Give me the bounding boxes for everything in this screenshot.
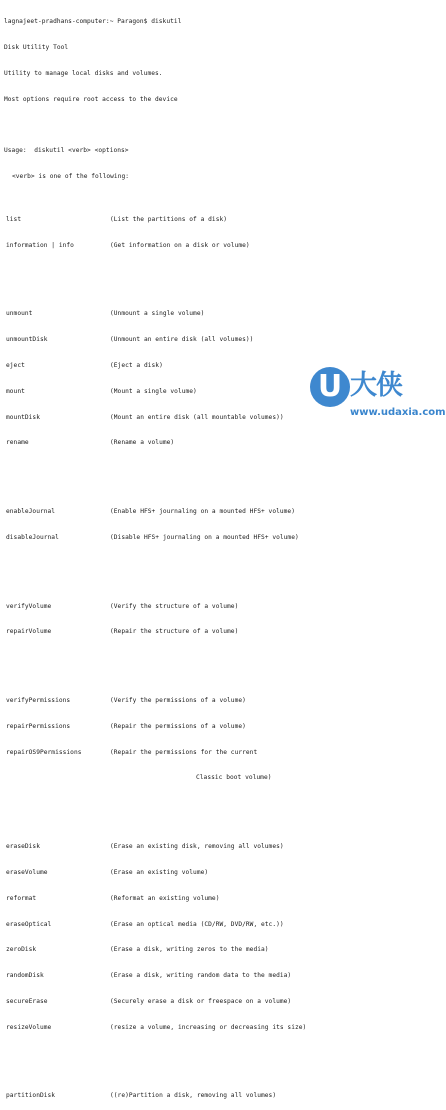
verb-name: repairPermissions: [6, 722, 71, 730]
verb-description: (Mount a single volume): [110, 387, 197, 395]
verb-name: zeroDisk: [6, 946, 37, 954]
verb-row: [4, 946, 420, 955]
verb-row: [4, 749, 420, 758]
verb-description: (resize a volume, increasing or decreasing its size): [110, 1023, 307, 1031]
verb-row: [4, 310, 420, 319]
verb-name: verifyVolume: [6, 602, 52, 610]
verb-description: (Eject a disk): [110, 361, 163, 369]
tool-note: Most options require root access to the device: [4, 95, 178, 103]
verb-description: ((re)Partition a disk, removing all volumes): [110, 1092, 277, 1100]
verb-intro: <verb> is one of the following:: [12, 172, 130, 180]
verb-row: [4, 439, 420, 448]
verb-row: [4, 972, 420, 981]
verb-name: secureErase: [6, 997, 48, 1005]
shell-prompt: lagnajeet-pradhans-computer:~ Paragon$ diskutil: [4, 18, 182, 26]
verb-row: [4, 869, 420, 878]
verb-row: [4, 697, 420, 706]
usage-line: Usage: diskutil <verb> <options>: [4, 147, 129, 155]
verb-row: [4, 603, 420, 612]
verb-row: [4, 216, 420, 225]
verb-name: list: [6, 215, 22, 223]
verb-description: (Verify the permissions of a volume): [110, 697, 246, 705]
verb-name: eject: [6, 361, 25, 369]
verb-name: unmountDisk: [6, 336, 48, 344]
verb-name: mountDisk: [6, 413, 40, 421]
verb-description: (Get information on a disk or volume): [110, 241, 250, 249]
watermark-logo: [310, 367, 446, 425]
verb-description: (Erase an optical media (CD/RW, DVD/RW, etc.)): [110, 920, 284, 928]
verb-description: (Erase an existing disk, removing all volumes): [110, 843, 284, 851]
verb-name: information | info: [6, 241, 74, 249]
verb-name: randomDisk: [6, 972, 44, 980]
verb-name: reformat: [6, 894, 37, 902]
verb-description-continued: Classic boot volume): [196, 774, 272, 782]
verb-name: resizeVolume: [6, 1023, 52, 1031]
verb-row: [4, 534, 420, 543]
verb-description: (Repair the permissions of a volume): [110, 722, 246, 730]
verb-row: [4, 998, 420, 1007]
verb-name: eraseDisk: [6, 843, 40, 851]
verb-row: [4, 1092, 420, 1101]
verb-name: eraseVolume: [6, 868, 48, 876]
verb-description: (Verify the structure of a volume): [110, 602, 239, 610]
verb-description: (Repair the permissions for the current: [110, 748, 258, 756]
verb-name: repairVolume: [6, 628, 52, 636]
verb-description: (Reformat an existing volume): [110, 894, 220, 902]
verb-description: (List the partitions of a disk): [110, 215, 228, 223]
verb-name: disableJournal: [6, 533, 59, 541]
verb-description: (Erase a disk, writing random data to the media): [110, 972, 292, 980]
verb-description: (Unmount a single volume): [110, 310, 205, 318]
verb-row: [4, 508, 420, 517]
verb-row: [4, 1024, 420, 1033]
logo-badge-icon: U: [310, 367, 350, 407]
verb-name: repairOS9Permissions: [6, 748, 82, 756]
verb-name: enableJournal: [6, 508, 56, 516]
verb-description: (Securely erase a disk or freespace on a volume): [110, 997, 292, 1005]
verb-row: [4, 628, 420, 637]
verb-row: [4, 723, 420, 732]
verb-row: [4, 895, 420, 904]
watermark-url: www.udaxia.com: [350, 407, 446, 418]
verb-name: rename: [6, 439, 29, 447]
verb-description: (Enable HFS+ journaling on a mounted HFS+ volume): [110, 508, 295, 516]
verb-description: (Repair the structure of a volume): [110, 628, 239, 636]
verb-description: (Mount an entire disk (all mountable volumes)): [110, 413, 284, 421]
verb-description: (Erase a disk, writing zeros to the media): [110, 946, 269, 954]
logo-text: 大侠: [350, 370, 402, 401]
verb-description: (Rename a volume): [110, 439, 175, 447]
tool-title: Disk Utility Tool: [4, 43, 69, 51]
tool-description: Utility to manage local disks and volumes.: [4, 69, 163, 77]
verb-name: verifyPermissions: [6, 697, 71, 705]
verb-row: [4, 843, 420, 852]
verb-row: [4, 336, 420, 345]
verb-name: partitionDisk: [6, 1092, 56, 1100]
verb-description: (Unmount an entire disk (all volumes)): [110, 336, 254, 344]
verb-row: [4, 242, 420, 251]
verb-description: (Erase an existing volume): [110, 868, 209, 876]
verb-name: mount: [6, 387, 25, 395]
verb-row: [4, 921, 420, 930]
verb-name: eraseOptical: [6, 920, 52, 928]
verb-name: unmount: [6, 310, 33, 318]
verb-description: (Disable HFS+ journaling on a mounted HFS+ volume): [110, 533, 299, 541]
